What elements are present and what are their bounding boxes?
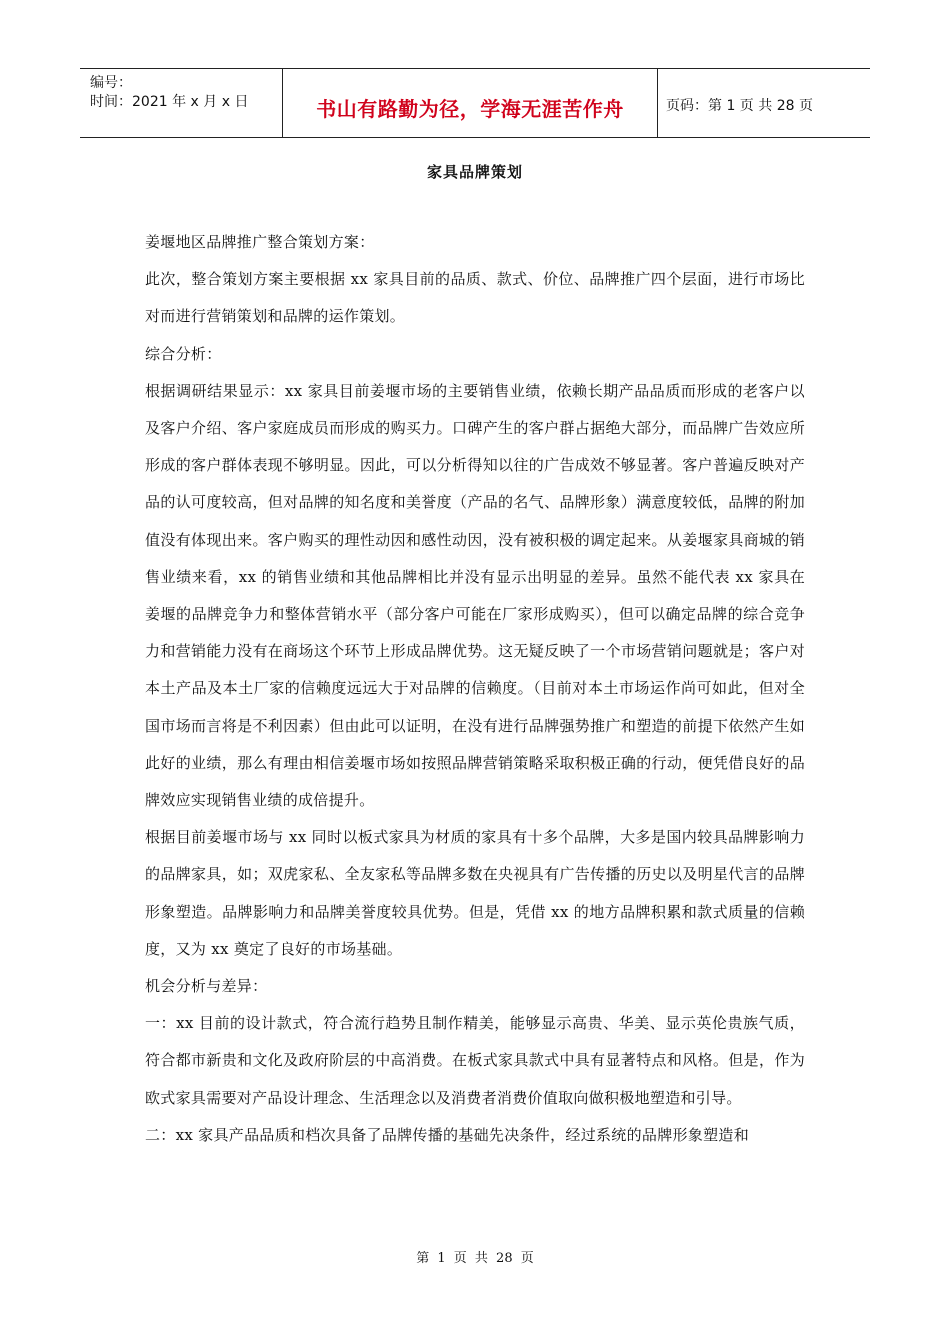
header-page-cell [658,69,870,137]
header-page-number: 页码：第 1 页 共 28 页 [666,98,813,114]
paragraph: 此次，整合策划方案主要根据 xx 家具目前的品质、款式、价位、品牌推广四个层面，进行市场比对而进行营销策划和品牌的运作策划。 [145,270,805,326]
page-footer: 第 1 页 共 28 页 [416,1251,534,1266]
document-title: 家具品牌策划 [426,163,523,181]
document-header [80,68,870,138]
section-heading: 机会分析与差异： [145,977,268,996]
paragraph: 姜堰地区品牌推广整合策划方案： [145,233,375,251]
paragraph: 根据目前姜堰市场与 xx 同时以板式家具为材质的家具有十多个品牌，大多是国内较具品牌影响力的品牌家具，如；双虎家私、全友家私等品牌多数在央视具有广告传播的历史以及明星代言的品牌形象塑造。品牌影响力和品牌美誉度较具优势。但是，凭借 xx 的地方品牌积累和款式质量的信赖度，又为 xx 奠定了良好的市场基础。 [145,828,805,958]
document-date: 时间：2021 年 x 月 x 日 [90,94,249,110]
header-motto: 书山有路勤为径，学海无涯苦作舟 [316,97,624,121]
document-body [145,224,805,1154]
paragraph: 根据调研结果显示：xx 家具目前姜堰市场的主要销售业绩，依赖长期产品品质而形成的老客户以及客户介绍、客户家庭成员而形成的购买力。口碑产生的客户群占据绝大部分，而品牌广告效应所形成的客户群体表现不够明显。因此，可以分析得知以往的广告成效不够显著。客户普遍反映对产品的认可度较高，但对品牌的知名度和美誉度（产品的名气、品牌形象）满意度较低，品牌的附加值没有体现出来。客户购买的理性动因和感性动因，没有被积极的调定起来。从姜堰家具商城的销售业绩来看，xx 的销售业绩和其他品牌相比并没有显示出明显的差异。虽然不能代表 xx 家具在姜堰的品牌竞争力和整体营销水平（部分客户可能在厂家形成购买），但可以确定品牌的综合竞争力和营销能力没有在商场这个环节上形成品牌优势。这无疑反映了一个市场营销问题就是；客户对本土产品及本土厂家的信赖度远远大于对品牌的信赖度。（目前对本土市场运作尚可如此，但对全国市场而言将是不利因素）但由此可以证明，在没有进行品牌强势推广和塑造的前提下依然产生如此好的业绩，那么有理由相信姜堰市场如按照品牌营销策略采取积极正确的行动，便凭借良好的品牌效应实现销售业绩的成倍提升。 [145,381,805,810]
header-motto-cell [283,69,658,137]
document-code-label: 编号： [90,75,132,91]
paragraph: 一：xx 目前的设计款式，符合流行趋势且制作精美，能够显示高贵、华美、显示英伦贵族气质，符合都市新贵和文化及政府阶层的中高消费。在板式家具款式中具有显著特点和风格。但是，作为欧式家具需要对产品设计理念、生活理念以及消费者消费价值取向做积极地塑造和引导。 [145,1014,805,1107]
section-heading: 综合分析： [145,344,222,363]
header-meta-cell [80,69,283,137]
paragraph: 二：xx 家具产品品质和档次具备了品牌传播的基础先决条件，经过系统的品牌形象塑造和 [145,1125,749,1144]
